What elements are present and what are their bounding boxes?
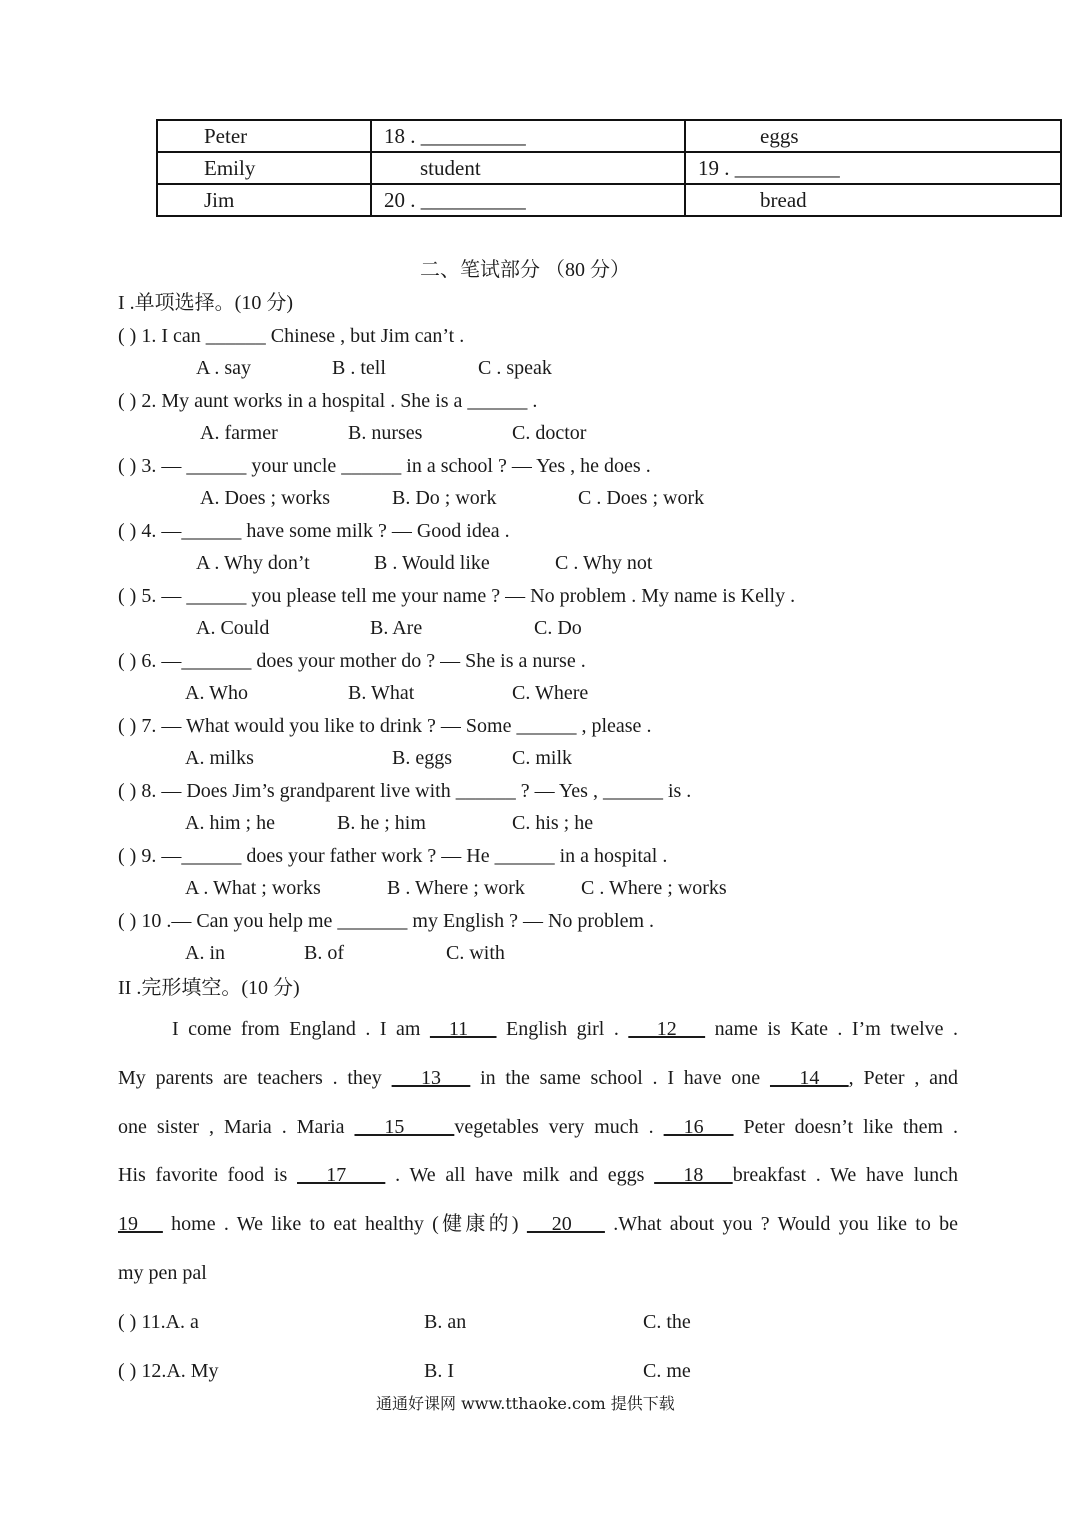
question-3: ( ) 3. — ______ your uncle ______ in a school ? — Yes , he does . (118, 455, 651, 477)
table-row (157, 184, 1061, 216)
option-a: A . What ; works (185, 877, 321, 899)
option-c: C. his ; he (512, 812, 594, 834)
blank: 15 (354, 1116, 455, 1138)
option-a: A . Why don’t (196, 552, 310, 574)
option-b: B. he ; him (337, 812, 426, 834)
option-c: C. me (643, 1360, 691, 1382)
table-row (157, 120, 1061, 152)
question-6: ( ) 6. —_______ does your mother do ? — She is a nurse . (118, 650, 586, 672)
passage-line (118, 1016, 958, 1042)
option-b: B . Would like (374, 552, 490, 574)
option-b: B. Do ; work (392, 487, 497, 509)
option-b: B. What (348, 682, 415, 704)
passage-text: His favorite food is (118, 1164, 298, 1186)
option-a: A. Does ; works (200, 487, 330, 509)
cloze-question-11: ( ) 11.A. a (118, 1311, 199, 1333)
question-8: ( ) 8. — Does Jim’s grandparent live with ______ ? — Yes , ______ is . (118, 780, 692, 802)
passage-text: My parents are teachers . they (118, 1067, 392, 1089)
question-4: ( ) 4. —______ have some milk ? — Good idea . (118, 520, 510, 542)
option-b: B . Where ; work (387, 877, 525, 899)
option-b: B. Are (370, 617, 423, 639)
question-7: ( ) 7. — What would you like to drink ? — Some ______ , please . (118, 715, 652, 737)
option-b: B. eggs (392, 747, 452, 769)
passage-line (118, 1260, 958, 1286)
part2-heading: II .完形填空。(10 分) (118, 977, 300, 999)
blank: 19 (118, 1213, 163, 1235)
option-b: B. I (424, 1360, 454, 1382)
passage-text: English girl . (496, 1018, 629, 1040)
blank: 20 (526, 1213, 605, 1235)
blank: 14 (769, 1067, 849, 1089)
option-a: A. him ; he (185, 812, 275, 834)
passage-text: home . We like to eat healthy (健康的) (162, 1213, 527, 1235)
part1-heading: I .单项选择。(10 分) (118, 292, 293, 314)
option-c: C. the (643, 1311, 691, 1333)
info-table (156, 119, 1062, 217)
table-row (157, 152, 1061, 184)
option-b: B. of (304, 942, 344, 964)
passage-text: , Peter , and (848, 1067, 958, 1089)
option-b: B. an (424, 1311, 467, 1333)
question-2: ( ) 2. My aunt works in a hospital . She is a ______ . (118, 390, 538, 412)
question-1: ( ) 1. I can ______ Chinese , but Jim can’t . (118, 325, 465, 347)
option-a: A. in (185, 942, 225, 964)
table-cell: 19 . __________ (685, 152, 1061, 184)
passage-text: .What about you ? Would you like to be (604, 1213, 959, 1235)
passage-text: breakfast . We have lunch (732, 1164, 959, 1186)
option-c: C. Where (512, 682, 589, 704)
passage-text: name is Kate . I’m twelve . (705, 1018, 959, 1040)
question-5: ( ) 5. — ______ you please tell me your name ? — No problem . My name is Kelly . (118, 585, 796, 607)
table-cell: Peter (157, 120, 371, 152)
passage-text: one sister , Maria . Maria (118, 1116, 355, 1138)
blank: 16 (663, 1116, 734, 1138)
table-cell: student (371, 152, 685, 184)
option-c: C . speak (478, 357, 552, 379)
table-cell: Emily (157, 152, 371, 184)
option-a: A . say (196, 357, 251, 379)
passage-text: Peter doesn’t like them . (733, 1116, 959, 1138)
option-c: C. milk (512, 747, 573, 769)
table-cell: 20 . __________ (371, 184, 685, 216)
blank: 17 (297, 1164, 386, 1186)
passage-text: in the same school . I have one (470, 1067, 770, 1089)
table-cell: Jim (157, 184, 371, 216)
option-b: B. nurses (348, 422, 423, 444)
option-c: C . Why not (555, 552, 653, 574)
blank: 12 (628, 1018, 706, 1040)
passage-line (118, 1065, 958, 1091)
blank: 13 (391, 1067, 471, 1089)
option-c: C. Do (534, 617, 582, 639)
passage-text: vegetables very much . (454, 1116, 664, 1138)
option-a: A. Could (196, 617, 270, 639)
option-c: C. with (446, 942, 505, 964)
option-c: C . Where ; works (581, 877, 727, 899)
footer-credit: 通通好课网 www.tthaoke.com 提供下载 (376, 1394, 675, 1413)
option-b: B . tell (332, 357, 386, 379)
option-a: A. farmer (200, 422, 278, 444)
question-10: ( ) 10 .— Can you help me _______ my English ? — No problem . (118, 910, 655, 932)
passage-text: . We all have milk and eggs (385, 1164, 655, 1186)
passage-line (118, 1211, 958, 1237)
table-cell: 18 . __________ (371, 120, 685, 152)
cloze-question-12: ( ) 12.A. My (118, 1360, 219, 1382)
passage-text: I come from England . I am (172, 1018, 430, 1040)
option-c: C . Does ; work (578, 487, 705, 509)
question-9: ( ) 9. —______ does your father work ? — He ______ in a hospital . (118, 845, 668, 867)
blank: 18 (654, 1164, 733, 1186)
option-c: C. doctor (512, 422, 587, 444)
passage-line (118, 1114, 958, 1140)
blank: 11 (429, 1018, 497, 1040)
option-a: A. milks (185, 747, 254, 769)
table-cell: bread (685, 184, 1061, 216)
section-title: 二、笔试部分 （80 分） (420, 259, 630, 281)
table-cell: eggs (685, 120, 1061, 152)
option-a: A. Who (185, 682, 248, 704)
passage-text: my pen pal (118, 1262, 207, 1284)
passage-line (118, 1162, 958, 1188)
